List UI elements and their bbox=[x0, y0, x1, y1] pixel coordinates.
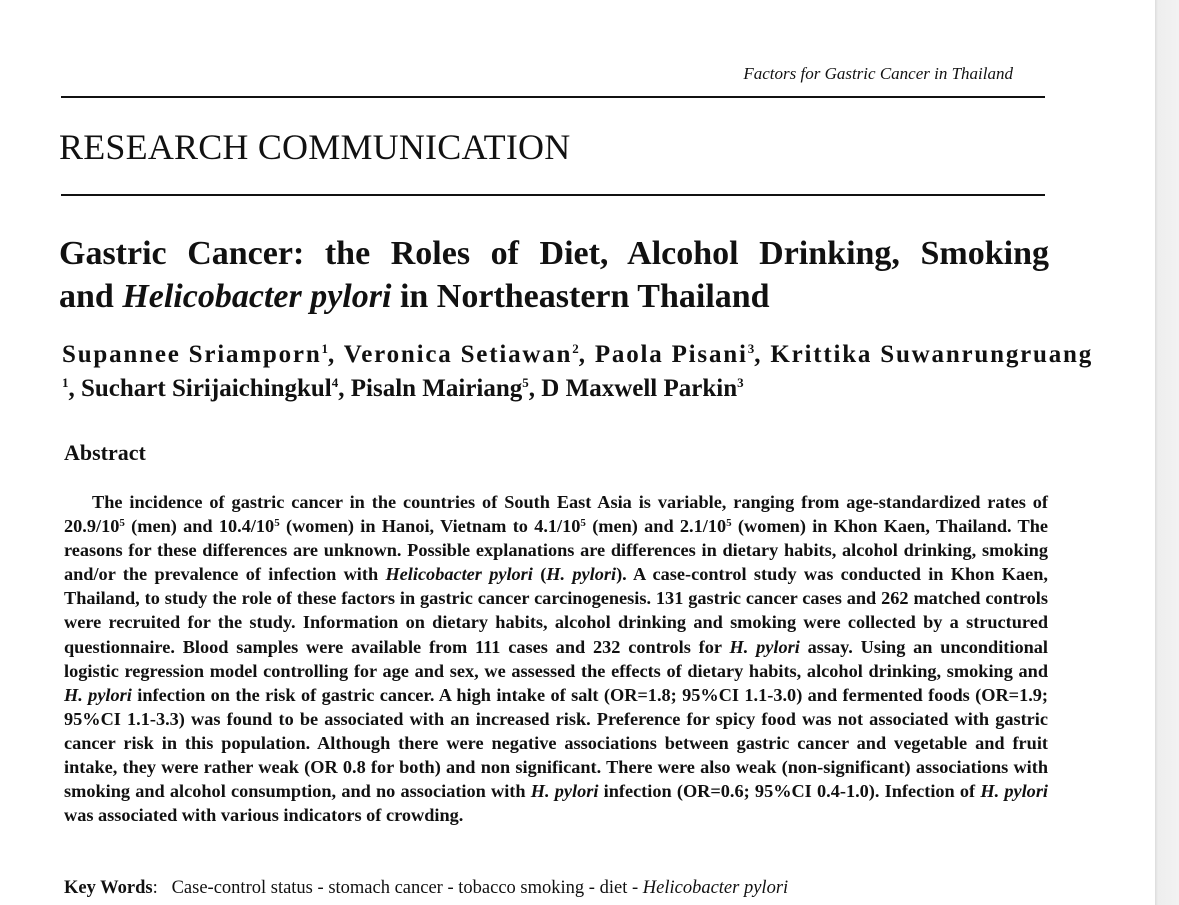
abstract-text: (women) in Khon Kaen, Thailand. The reasons for these differences are unknown. Possible explanations are differences in dietary habits, alcohol drinking, smoking and/or the prevalence of infection with bbox=[64, 516, 1048, 585]
running-head: Factors for Gastric Cancer in Thailand bbox=[743, 64, 1013, 83]
keyword: diet bbox=[599, 878, 628, 898]
abstract-text: was associated with various indicators of crowding. bbox=[64, 805, 464, 826]
species-name: Helicobacter pylori bbox=[385, 564, 533, 585]
author-affiliation: 1 bbox=[62, 375, 69, 390]
species-abbrev: H. pylori bbox=[546, 564, 617, 585]
exponent: 5 bbox=[274, 517, 280, 530]
title-line-2 bbox=[59, 275, 1049, 318]
abstract-text: ). A case-control study was conducted in Khon Kaen, Thailand, to study the role of these factors in gastric cancer carcinogenesis. 131 gastric cancer cases and 262 matched controls were recruited for the study. Information on dietary habits, alcohol drinking and smoking were collected by a structured questionnaire. Blood samples were available from 111 cases and 232 controls for bbox=[64, 564, 1049, 657]
author-separator: , bbox=[68, 375, 81, 402]
author-name: Pisaln Mairiang bbox=[350, 375, 523, 402]
title-prefix: and bbox=[59, 278, 123, 315]
author-line-2 bbox=[62, 372, 1046, 406]
author-list bbox=[62, 338, 1094, 406]
abstract-text: assay. Using an unconditional logistic regression model controlling for age and sex, we assessed the effects of dietary habits, alcohol drinking, smoking and bbox=[64, 636, 1048, 681]
keyword-separator: - bbox=[442, 878, 459, 898]
abstract-text: (men) and 10.4/10 bbox=[124, 516, 275, 537]
keywords-label: Key Words bbox=[64, 878, 153, 898]
author-name: Paola Pisani bbox=[594, 341, 748, 368]
species-abbrev: H. pylori bbox=[980, 781, 1049, 802]
abstract-body bbox=[64, 490, 1048, 827]
author-separator: , bbox=[754, 341, 771, 368]
header-rule bbox=[61, 96, 1045, 98]
author-affiliation: 4 bbox=[331, 375, 339, 390]
author-affiliation: 3 bbox=[737, 375, 744, 390]
keyword-separator: - bbox=[584, 878, 600, 898]
author-affiliation: 3 bbox=[747, 341, 755, 356]
section-rule bbox=[61, 194, 1045, 196]
keyword: stomach cancer bbox=[328, 878, 443, 898]
keyword: tobacco smoking bbox=[458, 878, 585, 898]
title-line-1: Gastric Cancer: the Roles of Diet, Alcohol Drinking, Smoking bbox=[59, 235, 1049, 272]
author-name: Supannee Sriamporn bbox=[62, 341, 322, 368]
abstract-text: (women) in Hanoi, Vietnam to 4.1/10 bbox=[279, 516, 581, 537]
abstract-text: infection on the risk of gastric cancer. A high intake of salt (OR=1.8; 95%CI 1.1-3.0) and fermented foods (OR=1.9; 95%CI 1.1-3.3) was found to be associated with an increased risk. Preference for spicy food was not associated with gastric cancer risk in this population. Although there were negative associations between gastric cancer and vegetable and fruit intake, they were rather weak (OR 0.8 for both) and non significant. There were also weak (non-significant) associations with smoking and alcohol consumption, and no association with bbox=[64, 684, 1049, 802]
title-italic: Helicobacter pylori bbox=[122, 278, 392, 315]
author-name: Krittika Suwanrungruang bbox=[770, 341, 1094, 368]
author-line-1 bbox=[62, 338, 1094, 372]
keyword-separator: - bbox=[317, 878, 329, 898]
exponent: 5 bbox=[119, 517, 125, 530]
abstract-text: ( bbox=[532, 564, 547, 585]
author-affiliation: 5 bbox=[522, 375, 529, 390]
keywords-line bbox=[64, 878, 788, 899]
keywords-colon: : bbox=[152, 878, 158, 898]
keyword-separator: - bbox=[627, 878, 643, 898]
species-abbrev: H. pylori bbox=[729, 636, 800, 657]
author-separator: , bbox=[578, 341, 595, 368]
section-heading: RESEARCH COMMUNICATION bbox=[59, 127, 571, 167]
abstract-text: infection (OR=0.6; 95%CI 0.4-1.0). Infection of bbox=[598, 781, 981, 802]
article-title bbox=[59, 232, 1049, 318]
viewer-scroll-gutter[interactable] bbox=[1155, 0, 1179, 905]
species-abbrev: H. pylori bbox=[64, 684, 132, 705]
abstract-heading: Abstract bbox=[64, 440, 146, 465]
title-suffix: in Northeastern Thailand bbox=[391, 278, 770, 315]
exponent: 5 bbox=[580, 517, 586, 530]
author-name: Veronica Setiawan bbox=[343, 341, 573, 368]
exponent: 5 bbox=[726, 517, 732, 530]
author-affiliation: 2 bbox=[572, 341, 579, 356]
author-separator: , bbox=[328, 341, 344, 368]
abstract-text: (men) and 2.1/10 bbox=[585, 516, 727, 537]
keyword: Helicobacter pylori bbox=[642, 878, 789, 898]
author-separator: , bbox=[338, 375, 351, 402]
keyword: Case-control status bbox=[171, 878, 313, 898]
abstract-text: The incidence of gastric cancer in the countries of South East Asia is variable, ranging from age-standardized rates of 20.9/10 bbox=[64, 492, 1048, 537]
author-affiliation: 1 bbox=[321, 341, 329, 356]
author-separator: , bbox=[528, 375, 542, 402]
species-abbrev: H. pylori bbox=[530, 781, 599, 802]
author-name: Suchart Sirijaichingkul bbox=[81, 375, 332, 402]
author-name: D Maxwell Parkin bbox=[541, 375, 738, 402]
